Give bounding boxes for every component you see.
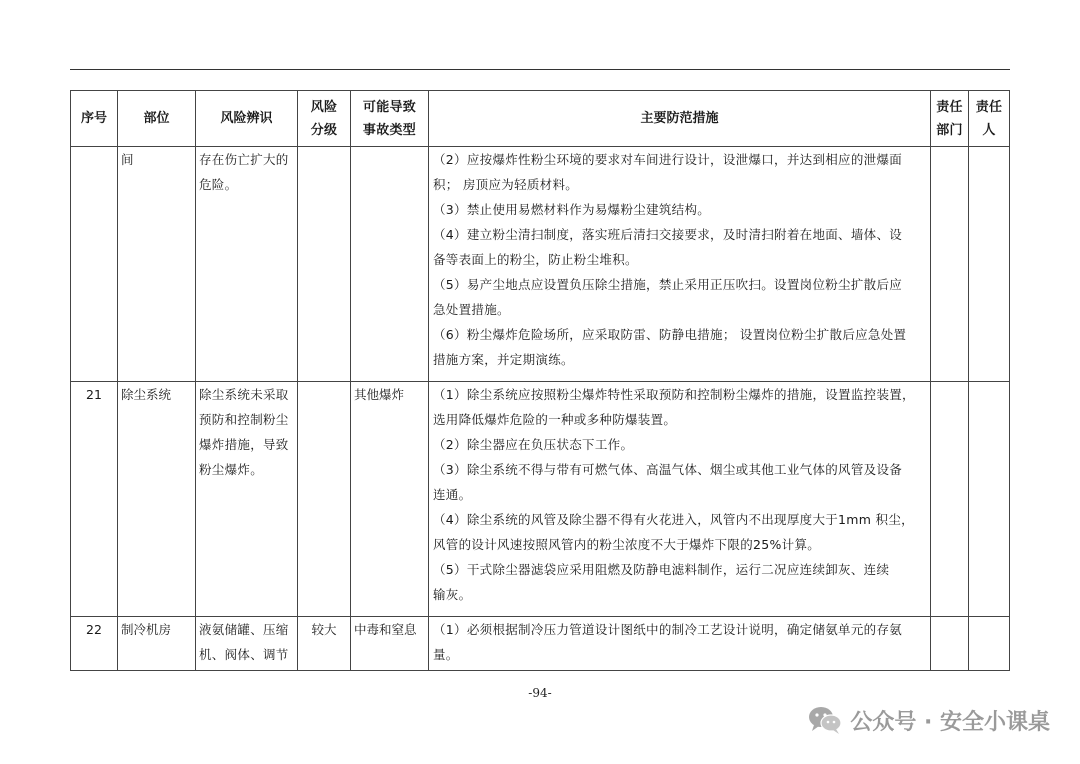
table-row [71, 147, 1010, 382]
cell-risk: 除尘系统未采取 预防和控制粉尘 爆炸措施，导致 粉尘爆炸。 [196, 382, 298, 617]
cell-seq: 21 [71, 382, 118, 617]
header-person: 责任 人 [969, 91, 1010, 147]
cell-location: 间 [118, 147, 196, 382]
header-location: 部位 [118, 91, 196, 147]
header-rule [70, 69, 1010, 70]
table-row [71, 617, 1010, 671]
cell-location: 除尘系统 [118, 382, 196, 617]
header-seq: 序号 [71, 91, 118, 147]
cell-measures: （2）应按爆炸性粉尘环境的要求对车间进行设计，设泄爆口，并达到相应的泄爆面 积； 房顶应为轻质材料。 （3）禁止使用易燃材料作为易爆粉尘建筑结构。 （4）建立粉尘清扫制度，落实班后清扫交接要求，及时清扫附着在地面、墙体、设 备等表面上的粉尘，防止粉尘堆积。 （5）易产尘地点应设置负压除尘措施，禁止采用正压吹扫。设置岗位粉尘扩散后应 急处置措施。 （6）粉尘爆炸危险场所，应采取防雷、防静电措施； 设置岗位粉尘扩散后应急处置 措施方案，并定期演练。 [429, 147, 931, 382]
cell-accident: 其他爆炸 [351, 382, 429, 617]
header-risk: 风险辨识 [196, 91, 298, 147]
watermark-text: 公众号 · 安全小课桌 [850, 709, 1050, 735]
cell-location: 制冷机房 [118, 617, 196, 671]
watermark [808, 700, 1050, 740]
header-grade: 风险 分级 [298, 91, 351, 147]
cell-accident: 中毒和窒息 [351, 617, 429, 671]
cell-person [969, 382, 1010, 617]
cell-seq [71, 147, 118, 382]
cell-dept [931, 617, 969, 671]
cell-grade: 较大 [298, 617, 351, 671]
cell-person [969, 147, 1010, 382]
cell-dept [931, 382, 969, 617]
cell-risk: 存在伤亡扩大的 危险。 [196, 147, 298, 382]
cell-dept [931, 147, 969, 382]
cell-measures: （1）必须根据制冷压力管道设计图纸中的制冷工艺设计说明，确定储氨单元的存氨 量。 [429, 617, 931, 671]
risk-table [70, 90, 1010, 671]
header-measures: 主要防范措施 [429, 91, 931, 147]
page-number: -94- [528, 686, 552, 700]
cell-person [969, 617, 1010, 671]
cell-grade [298, 147, 351, 382]
wechat-icon [808, 705, 842, 735]
cell-risk: 液氨储罐、压缩 机、阀体、调节 [196, 617, 298, 671]
cell-accident [351, 147, 429, 382]
cell-measures: （1）除尘系统应按照粉尘爆炸特性采取预防和控制粉尘爆炸的措施，设置监控装置， 选用降低爆炸危险的一种或多种防爆装置。 （2）除尘器应在负压状态下工作。 （3）除尘系统不得与带有可燃气体、高温气体、烟尘或其他工业气体的风管及设备 连通。 （4）除尘系统的风管及除尘器不得有火花进入，风管内不出现厚度大于1mm 积尘， 风管的设计风速按照风管内的粉尘浓度不大于爆炸下限的25%计算。 （5）干式除尘器滤袋应采用阻燃及防静电滤料制作，运行二况应连续卸灰、连续 输灰。 [429, 382, 931, 617]
header-dept: 责任 部门 [931, 91, 969, 147]
cell-seq: 22 [71, 617, 118, 671]
table-header-row [71, 91, 1010, 147]
table-row [71, 382, 1010, 617]
cell-grade [298, 382, 351, 617]
header-accident: 可能导致 事故类型 [351, 91, 429, 147]
